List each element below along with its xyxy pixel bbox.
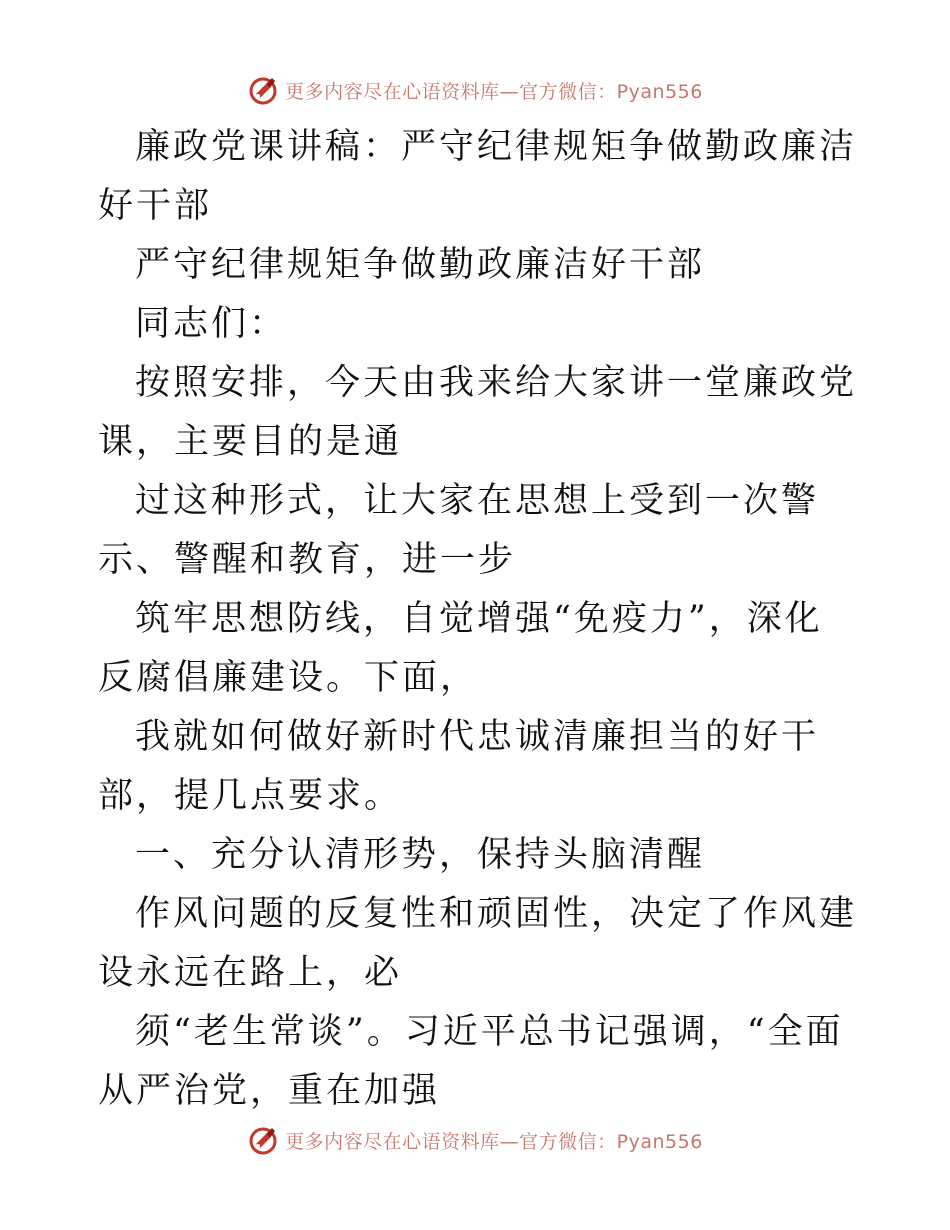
paragraph: 须“老生常谈”。习近平总书记强调，“全面从严治党，重在加强 [98,1012,844,1111]
header-watermark [0,72,950,108]
section-heading: 严守纪律规矩争做勤政廉洁好干部 [135,245,706,285]
section-heading: 一、充分认清形势，保持头脑清醒 [135,835,706,875]
book-pen-logo-icon [247,1124,279,1156]
watermark-text: 更多内容尽在心语资料库—官方微信：Pyan556 [285,1130,703,1153]
paragraph: 筑牢思想防线，自觉增强“免疫力”，深化反腐倡廉建设。下面， [98,599,823,698]
document-body [98,118,858,1121]
book-pen-logo-icon [247,74,279,106]
paragraph: 我就如何做好新时代忠诚清廉担当的好干部，提几点要求。 [98,717,820,816]
paragraph: 过这种形式，让大家在思想上受到一次警示、警醒和教育，进一步 [98,481,820,580]
paragraph: 作风问题的反复性和顽固性，决定了作风建设永远在路上，必 [98,894,858,993]
paragraph: 按照安排，今天由我来给大家讲一堂廉政党课，主要目的是通 [98,363,858,462]
watermark-text: 更多内容尽在心语资料库—官方微信：Pyan556 [285,80,703,103]
footer-watermark [0,1122,950,1158]
document-title: 廉政党课讲稿：严守纪律规矩争做勤政廉洁好干部 [98,127,858,226]
salutation: 同志们： [135,304,288,344]
